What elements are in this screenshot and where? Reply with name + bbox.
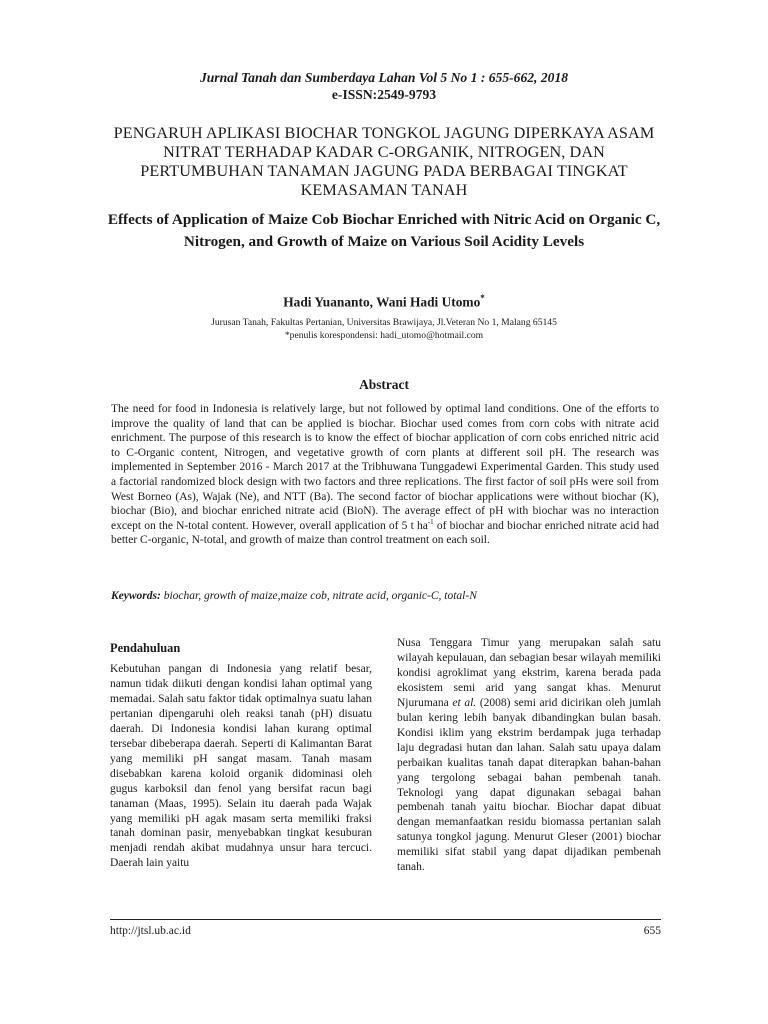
journal-citation: Jurnal Tanah dan Sumberdaya Lahan Vol 5 No 1 : 655-662, 2018 xyxy=(199,70,569,85)
affiliation: Jurusan Tanah, Fakultas Pertanian, Universitas Brawijaya, Jl.Veteran No 1, Malang 65145 xyxy=(211,317,557,328)
abstract-heading: Abstract xyxy=(359,377,409,392)
footer-url[interactable]: http://jtsl.ub.ac.id xyxy=(110,925,191,937)
keywords-list: biochar, growth of maize,maize cob, nitrate acid, organic-C, total-N xyxy=(160,590,477,602)
body-column-left xyxy=(110,662,372,871)
paragraph-right-rest: (2008) semi arid dicirikan oleh jumlah bulan kering lebih banyak dibandingkan bulan basah. Kondisi iklim yang ekstrim berdampak juga terhadap laju degradasi hutan dan lahan. Salah satu upaya dalam perbaikan kualitas tanah dapat diterapkan bahan-bahan yang tergolong sebagai bahan pembenah tanah. Teknologi yang dapat digunakan sebagai bahan pembenah tanah yaitu biochar. Biochar dapat dibuat dengan memanfaatkan residu biomassa pertanian salah satunya tongkol jagung. Menurut Gleser (2001) biochar memiliki sifat stabil yang dapat dijadikan pembenah tanah. xyxy=(397,696,662,874)
affiliation-block xyxy=(0,317,768,342)
corresponding-mark: * xyxy=(480,293,485,303)
abstract-text xyxy=(111,402,659,548)
paragraph-left: Kebutuhan pangan di Indonesia yang relatif besar, namun tidak diikuti dengan kondisi lahan optimal yang memadai. Salah satu faktor tidak optimalnya suatu lahan pertanian dipengaruhi oleh reaksi tanah (pH) disuatu daerah. Di Indonesia kondisi lahan kurang optimal tersebar dibeberapa daerah. Seperti di Kalimantan Barat yang memiliki pH sangat masam. Tanah masam disebabkan karena koloid organik didominasi oleh gugus karboksil dan fenol yang bersifat racun bagi tanaman (Maas, 1995). Selain itu daerah pada Wajak yang memiliki pH agak masam serta memiliki fraksi tanah dominan pasir, menyebabkan tingkat kesuburan menjadi rendah akibat mudahnya unsur hara tercuci. Daerah lain yaitu xyxy=(110,663,372,870)
unit-superscript: -1 xyxy=(427,517,434,526)
author-names: Hadi Yuananto, Wani Hadi Utomo xyxy=(283,294,481,310)
paragraph-right xyxy=(397,636,661,875)
section-heading: Pendahuluan xyxy=(110,641,181,655)
page-number: 655 xyxy=(643,925,661,937)
footer-divider xyxy=(110,919,661,920)
title-english: Effects of Application of Maize Cob Biochar Enriched with Nitric Acid on Organic C, Nitrogen, and Growth of Maize on Various Soil Acidity Levels xyxy=(107,211,661,250)
keywords xyxy=(111,589,659,604)
abstract-text-main: The need for food in Indonesia is relatively large, but not followed by optimal land conditions. One of the efforts to improve the quality of land that can be applied is biochar. Biochar used comes from corn cobs with nitrate acid enrichment. The purpose of this research is to know the effect of biochar application of corn cobs enriched nitric acid to C-Organic content, Nitrogen, and vegetative growth of corn plants at different soil pH. The research was implemented in September 2016 - March 2017 at the Tribhuwana Tunggadewi Experimental Garden. This study used a factorial randomized block design with two factors and three replications. The first factor of soil pHs were soil from West Borneo (As), Wajak (Ne), and NTT (Ba). The second factor of biochar applications were without biochar (K), biochar (Bio), and biochar enriched nitrate acid (BioN). The average effect of pH with biochar was no interaction except on the N-total content. However, overall application of 5 t ha xyxy=(111,403,659,532)
journal-issn: e-ISSN:2549-9793 xyxy=(331,87,437,102)
journal-header xyxy=(0,69,768,103)
author-line xyxy=(0,293,768,310)
abstract-text-end: of biochar and biochar enriched nitrate acid had better C-organic, N-total, and growth of maize than control treatment on each soil. xyxy=(111,519,659,547)
body-column-right xyxy=(397,636,661,875)
paragraph-right-start: Nusa Tenggara Timur yang merupakan salah satu wilayah kepulauan, dan sebagian besar wilayah memiliki kondisi agroklimat yang ekstrim, karena berada pada ekosistem semi arid yang sangat khas. Menurut Njurumana xyxy=(397,637,661,709)
keywords-label: Keywords: xyxy=(111,590,161,602)
correspondence-email: *penulis korespondensi: hadi_utomo@hotmail.com xyxy=(284,329,484,341)
title-indonesian: PENGARUH APLIKASI BIOCHAR TONGKOL JAGUNG DIPERKAYA ASAM NITRAT TERHADAP KADAR C-ORGANIK, NITROGEN, DAN PERTUMBUHAN TANAMAN JAGUNG PADA BERBAGAI TINGKAT KEMASAMAN TANAH xyxy=(113,124,655,199)
et-al-italic: et al. xyxy=(452,696,477,709)
